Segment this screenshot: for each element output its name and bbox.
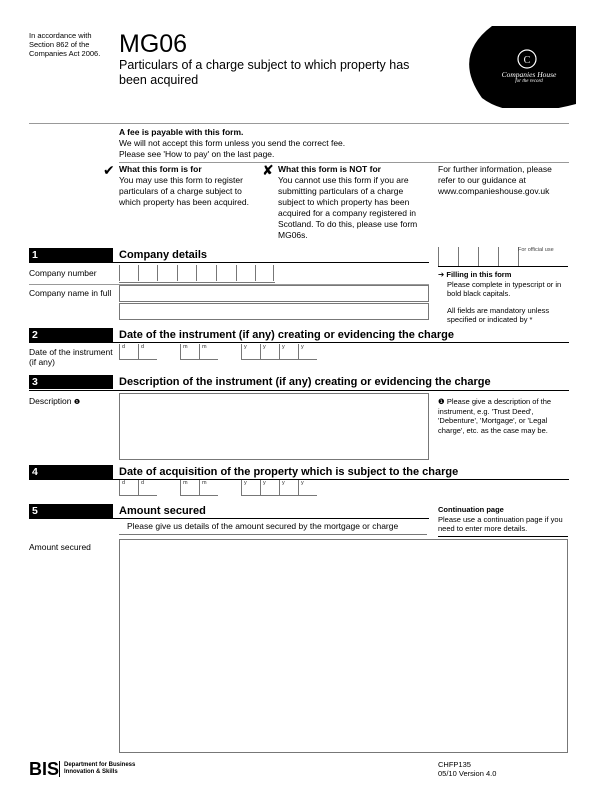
version: 05/10 Version 4.0: [438, 769, 497, 778]
form-ref: CHFP135: [438, 760, 471, 769]
check-icon: ✔: [103, 162, 115, 178]
fee-title: A fee is payable with this form.: [119, 127, 244, 137]
amount-secured-field[interactable]: [119, 539, 568, 753]
what-for-title: What this form is for: [119, 164, 202, 174]
section-2-number: 2: [29, 328, 113, 342]
date-instrument-field[interactable]: d d m m y y y y: [119, 344, 319, 361]
date-acquisition-field[interactable]: d d m m y y y y: [119, 480, 319, 497]
continuation-title: Continuation page: [438, 505, 504, 514]
what-for-text: You may use this form to register particulars of a charge subject to which property has been acquired.: [119, 175, 249, 207]
logo-text: Companies House: [501, 70, 557, 79]
section-5-title: Amount secured: [119, 505, 206, 517]
fee-line2: Please see 'How to pay' on the last page.: [119, 149, 275, 159]
description-guidance: ❶ Please give a description of the instrument, e.g. 'Trust Deed', 'Debenture', 'Mortgage', or 'Legal charge', etc. as the case may be.: [438, 397, 552, 435]
amount-secured-label: Amount secured: [29, 542, 91, 552]
filling-guidance-text2: All fields are mandatory unless specified or indicated by *: [447, 305, 550, 324]
section-5-number: 5: [29, 504, 113, 518]
further-info: For further information, please refer to our guidance at www.companieshouse.gov.uk: [438, 164, 552, 196]
cross-icon: ✘: [262, 162, 274, 178]
section-3-number: 3: [29, 375, 113, 389]
filling-guidance: [438, 270, 566, 325]
info-icon: ❶: [73, 399, 81, 406]
form-code: MG06: [119, 30, 188, 58]
section-4-number: 4: [29, 465, 113, 479]
continuation-rule: [438, 536, 568, 537]
official-use-box: [438, 247, 568, 267]
header-rule: [29, 123, 569, 124]
official-use-label: For official use: [518, 247, 554, 253]
dept-line2: Innovation & Skills: [64, 769, 118, 775]
section-2-rule: [29, 342, 569, 343]
bis-divider: [59, 761, 60, 777]
continuation-text: Please use a continuation page if you need to enter more details.: [438, 514, 563, 533]
section-3-title: Description of the instrument (if any) creating or evidencing the charge: [119, 376, 491, 388]
company-name-field-1[interactable]: [119, 285, 429, 302]
section-1-rule: [29, 262, 429, 263]
section-1-rule-right: [438, 266, 568, 267]
accordance-note: In accordance with Section 862 of the Companies Act 2006.: [29, 31, 101, 58]
filling-guidance-text1: Please complete in typescript or in bold black capitals.: [447, 279, 562, 298]
logo-tagline: for the record: [515, 79, 543, 84]
company-name-label: Company name in full: [29, 288, 112, 298]
form-title: Particulars of a charge subject to which property has been acquired: [119, 58, 410, 87]
section-5-subtitle: Please give us details of the amount secured by the mortgage or charge: [119, 519, 427, 535]
section-2-title: Date of the instrument (if any) creating or evidencing the charge: [119, 329, 454, 341]
company-number-label: Company number: [29, 268, 97, 278]
bis-logo: BIS: [29, 759, 60, 779]
date-instrument-label: Date of the instrument (if any): [29, 347, 113, 367]
info-icon-guidance: ❶: [438, 397, 445, 406]
logo-shape: [452, 26, 576, 108]
dept-line1: Department for Business: [64, 762, 136, 768]
fee-line1: We will not accept this form unless you send the correct fee.: [119, 138, 346, 148]
description-label: Description ❶: [29, 396, 81, 406]
arrow-right-icon: ➔: [438, 270, 445, 279]
description-field[interactable]: [119, 393, 429, 460]
section-1-number: 1: [29, 248, 113, 262]
svg-text:C: C: [523, 55, 531, 66]
company-number-field[interactable]: [119, 265, 275, 283]
fee-rule: [119, 162, 569, 163]
what-not-for-title: What this form is NOT for: [278, 164, 381, 174]
company-name-field-2[interactable]: [119, 303, 429, 320]
companies-house-logo: [452, 26, 576, 108]
section-4-title: Date of acquisition of the property which is subject to the charge: [119, 466, 459, 478]
section-1-title: Company details: [119, 249, 208, 261]
continuation-guidance: [438, 505, 566, 534]
filling-guidance-title: Filling in this form: [446, 270, 512, 279]
what-not-for-text: You cannot use this form if you are submitting particulars of a charge subject to which property has been acquired for a company registered in Scotland. To do this, please use form MG06s.: [278, 175, 418, 240]
section-3-rule: [29, 390, 569, 391]
